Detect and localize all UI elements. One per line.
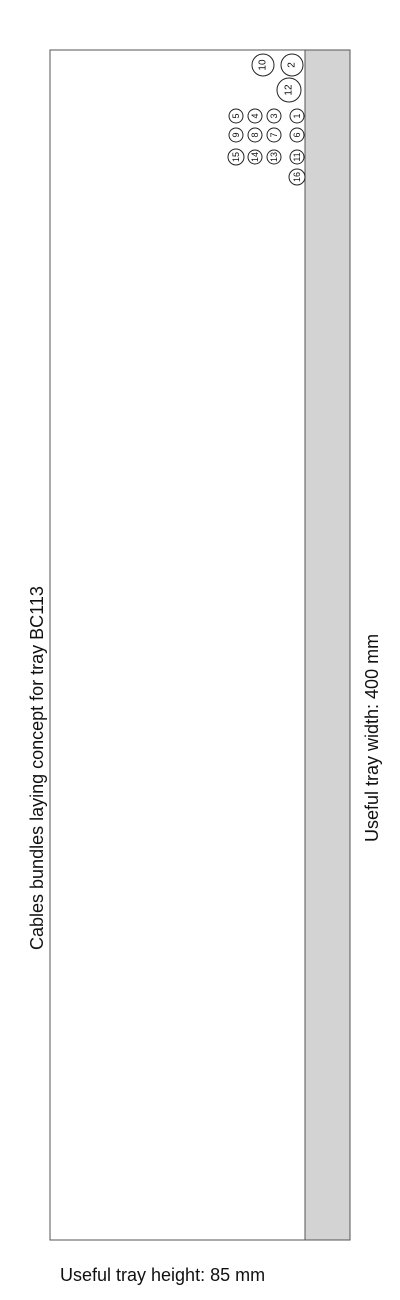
cable-label: 7	[269, 132, 279, 138]
cable-12	[277, 78, 301, 102]
cable-6	[290, 128, 304, 142]
diagram-title: Cables bundles laying concept for tray BC113	[27, 586, 47, 950]
cable-9	[229, 128, 243, 142]
cable-label: 14	[250, 151, 260, 163]
cable-3	[267, 109, 281, 123]
cable-label: 12	[283, 84, 295, 96]
cable-label: 6	[292, 132, 302, 138]
cable-label: 4	[250, 113, 260, 119]
cable-label: 13	[269, 151, 279, 163]
cable-label: 15	[231, 151, 241, 163]
tray-width-label: Useful tray width: 400 mm	[362, 633, 382, 842]
cable-8	[248, 128, 262, 142]
cable-label: 1	[292, 113, 302, 119]
cable-10	[252, 54, 274, 76]
cable-1	[290, 109, 304, 123]
cable-label: 9	[231, 132, 241, 138]
cable-11	[290, 150, 304, 164]
cable-14	[248, 150, 262, 164]
cable-4	[248, 109, 262, 123]
tray-height-label: Useful tray height: 85 mm	[60, 1265, 266, 1285]
cable-16	[289, 169, 305, 185]
tray-base	[305, 50, 350, 1240]
cable-label: 8	[250, 132, 260, 138]
cable-13	[267, 150, 281, 164]
cable-label: 10	[257, 59, 269, 71]
cable-15	[228, 149, 244, 165]
cable-5	[229, 109, 243, 123]
cable-7	[267, 128, 281, 142]
cable-2	[281, 54, 303, 76]
cable-label: 11	[292, 152, 302, 162]
cable-label: 16	[292, 171, 302, 183]
cable-label: 5	[231, 113, 241, 119]
cable-label: 3	[269, 113, 279, 119]
cable-label: 2	[286, 62, 298, 68]
